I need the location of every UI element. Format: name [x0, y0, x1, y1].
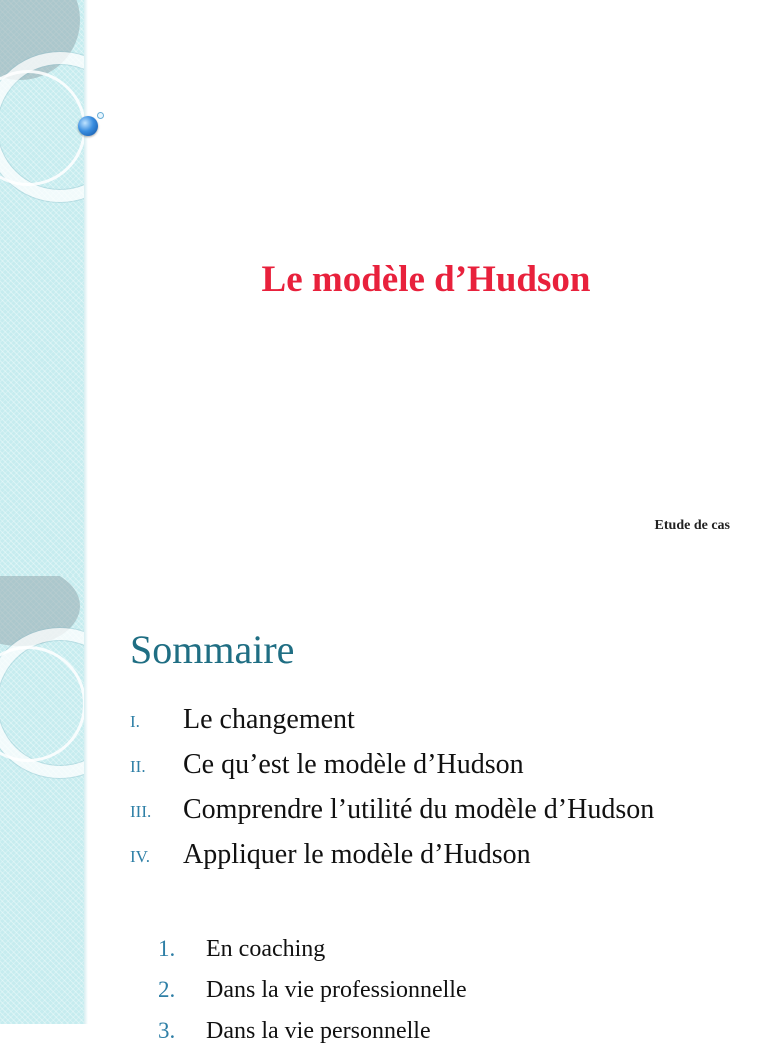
list-item — [130, 838, 750, 871]
sidebar-edge — [84, 576, 88, 1024]
slide-title-heading: Le modèle d’Hudson — [261, 259, 591, 300]
decorative-sidebar — [0, 0, 84, 576]
decorative-sidebar — [0, 576, 84, 1024]
sub-list-item — [158, 1017, 467, 1046]
sub-item-label: En coaching — [206, 936, 326, 962]
item-label: Appliquer le modèle d’Hudson — [183, 839, 531, 871]
sub-item-number: 2. — [158, 976, 176, 1002]
sub-list-item — [158, 935, 467, 964]
item-number: III. — [130, 802, 152, 822]
item-number: II. — [130, 757, 146, 777]
sub-list — [158, 935, 467, 1057]
small-circle-icon — [97, 112, 104, 119]
summary-heading: Sommaire — [130, 627, 295, 672]
sub-list-item — [158, 976, 467, 1005]
item-number: IV. — [130, 847, 150, 867]
sub-item-number: 3. — [158, 1017, 176, 1043]
item-number: I. — [130, 712, 140, 731]
sub-item-number: 1. — [158, 936, 176, 961]
sub-item-label: Dans la vie professionnelle — [206, 976, 467, 1003]
summary-list — [130, 703, 750, 883]
list-item — [130, 793, 750, 826]
list-item — [130, 703, 750, 736]
blue-bullet-icon — [78, 116, 98, 136]
item-label: Le changement — [183, 704, 355, 735]
item-label: Comprendre l’utilité du modèle d’Hudson — [183, 794, 655, 826]
list-item — [130, 748, 750, 781]
sub-item-label: Dans la vie personnelle — [206, 1017, 431, 1044]
item-label: Ce qu’est le modèle d’Hudson — [183, 749, 524, 781]
slide-subtitle: Etude de cas — [654, 518, 730, 533]
